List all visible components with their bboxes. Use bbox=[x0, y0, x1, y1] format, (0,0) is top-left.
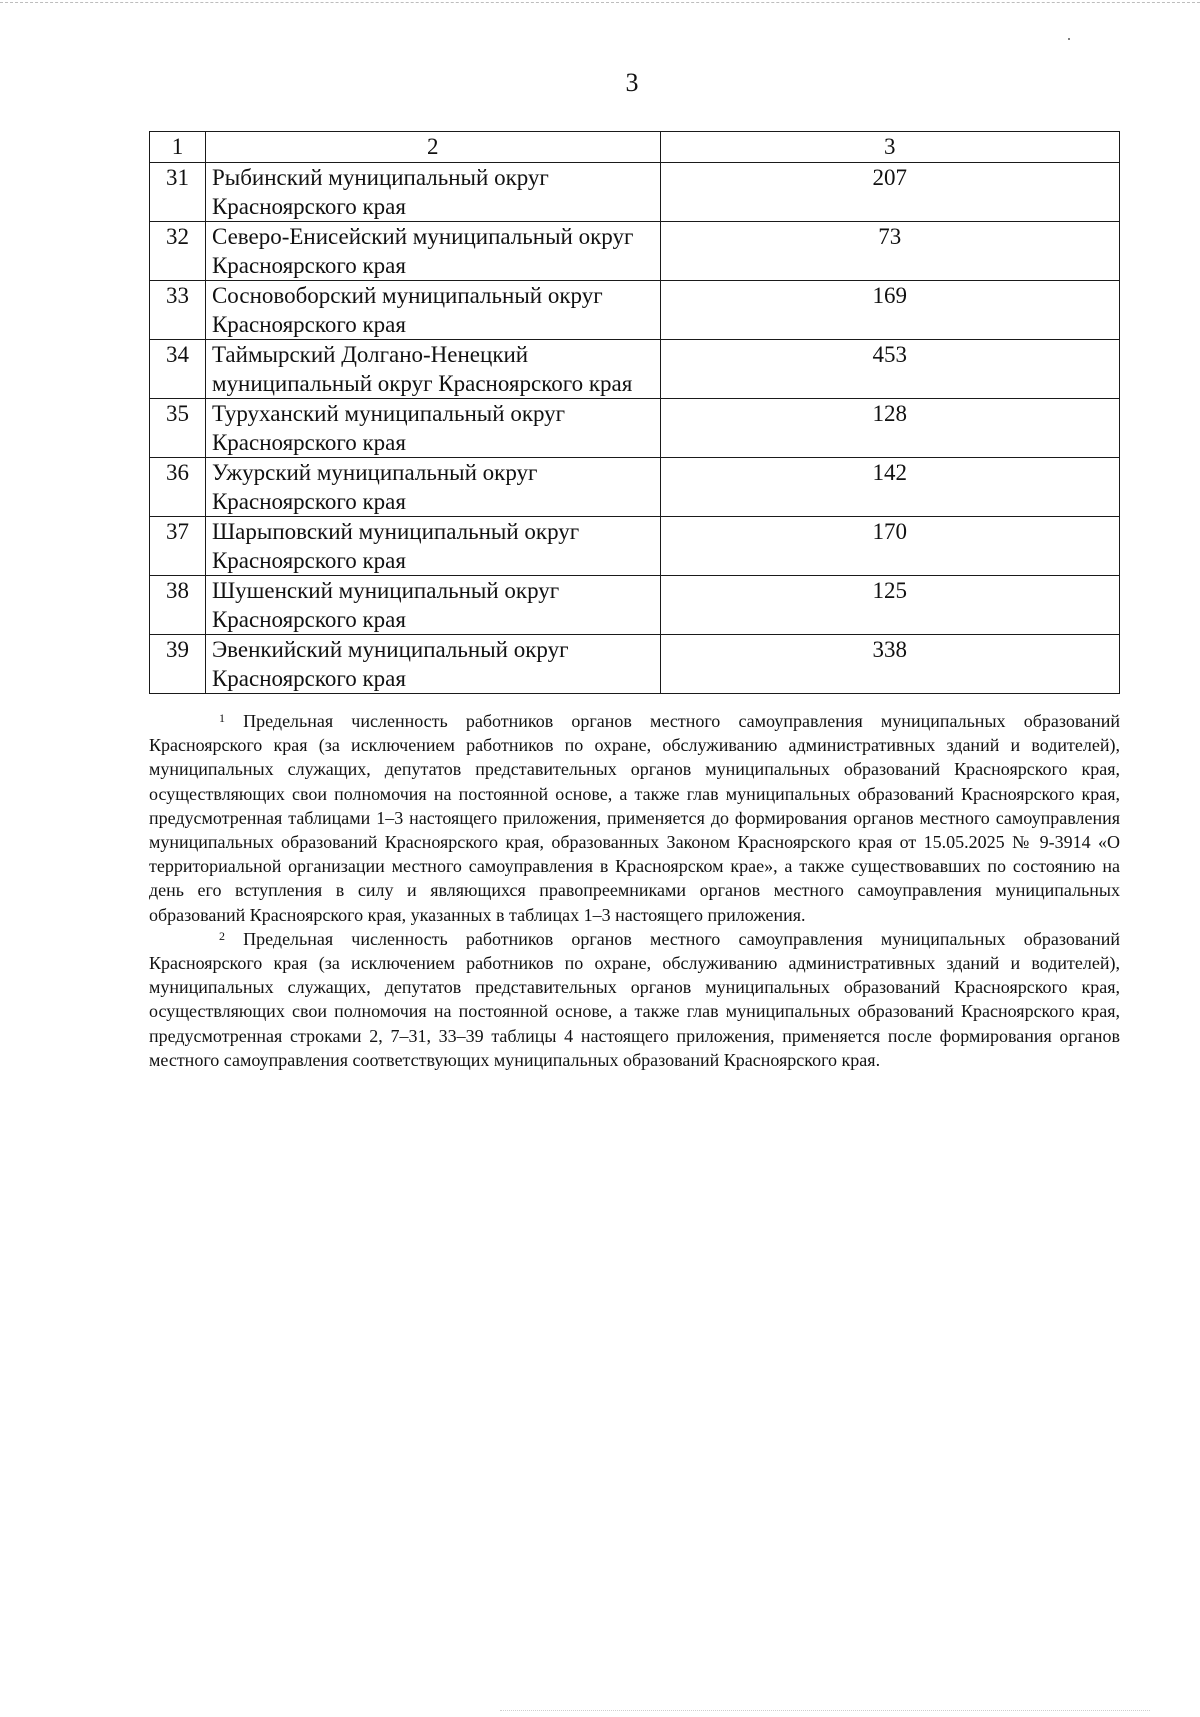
staff-limit-value: 170 bbox=[660, 517, 1119, 576]
page-number: 3 bbox=[625, 68, 639, 97]
staff-limit-value: 125 bbox=[660, 576, 1119, 635]
footnote-marker: 1 bbox=[219, 711, 225, 725]
municipality-name: Сосновоборский муниципальный округ Красноярского края bbox=[205, 281, 660, 340]
table-row bbox=[150, 399, 1120, 458]
staff-limit-value: 142 bbox=[660, 458, 1119, 517]
scan-bottom-edge bbox=[500, 1710, 1150, 1713]
municipality-name: Шушенский муниципальный округ Красноярского края bbox=[205, 576, 660, 635]
municipality-name: Рыбинский муниципальный округ Красноярского края bbox=[205, 163, 660, 222]
column-header-2: 2 bbox=[205, 132, 660, 163]
row-number: 35 bbox=[150, 399, 206, 458]
municipality-name: Туруханский муниципальный округ Красноярского края bbox=[205, 399, 660, 458]
scan-speck bbox=[1068, 38, 1070, 40]
staff-limit-value: 73 bbox=[660, 222, 1119, 281]
footnote-marker: 2 bbox=[219, 928, 225, 943]
row-number: 37 bbox=[150, 517, 206, 576]
scan-top-edge bbox=[0, 2, 1200, 3]
row-number: 36 bbox=[150, 458, 206, 517]
table-row bbox=[150, 222, 1120, 281]
footnotes bbox=[149, 709, 1120, 1072]
footnote-text: Предельная численность работников органов местного самоуправления муниципальных образований Красноярского края (за исключением работников по охране, обслуживанию административных зданий и водителей), муниципальных служащих, депутатов представительных органов муниципальных образований Красноярского края, осуществляющих свои полномочия на постоянной основе, а также глав муниципальных образований Красноярского края, предусмотренная таблицами 1–3 настоящего приложения, применяется до формирования органов местного самоуправления муниципальных образований Красноярского края, образованных Законом Красноярского края от 15.05.2025 № 9-3914 «О территориальной организации местного самоуправления в Красноярском крае», а также существовавших по состоянию на день его вступления в силу и являющихся правопреемниками органов местного самоуправления муниципальных образований Красноярского края, указанных в таблицах 1–3 настоящего приложения. bbox=[149, 711, 1120, 925]
row-number: 32 bbox=[150, 222, 206, 281]
row-number: 38 bbox=[150, 576, 206, 635]
table-row bbox=[150, 635, 1120, 694]
table-row bbox=[150, 458, 1120, 517]
row-number: 31 bbox=[150, 163, 206, 222]
table-row bbox=[150, 576, 1120, 635]
column-header-1: 1 bbox=[150, 132, 206, 163]
footnote-1 bbox=[149, 709, 1120, 927]
staff-limit-value: 207 bbox=[660, 163, 1119, 222]
footnote-text: Предельная численность работников органов местного самоуправления муниципальных образований Красноярского края (за исключением работников по охране, обслуживанию административных зданий и водителей), муниципальных служащих, депутатов представительных органов муниципальных образований Красноярского края, осуществляющих свои полномочия на постоянной основе, а также глав муниципальных образований Красноярского края, предусмотренная строками 2, 7–31, 33–39 таблицы 4 настоящего приложения, применяется после формирования органов местного самоуправления соответствующих муниципальных образований Красноярского края. bbox=[149, 928, 1120, 1070]
column-header-3: 3 bbox=[660, 132, 1119, 163]
table-row bbox=[150, 517, 1120, 576]
row-number: 33 bbox=[150, 281, 206, 340]
row-number: 39 bbox=[150, 635, 206, 694]
staff-limit-value: 128 bbox=[660, 399, 1119, 458]
limits-table bbox=[149, 131, 1120, 694]
row-number: 34 bbox=[150, 340, 206, 399]
municipality-name: Эвенкийский муниципальный округ Красноярского края bbox=[205, 635, 660, 694]
staff-limit-value: 453 bbox=[660, 340, 1119, 399]
municipality-name: Таймырский Долгано-Ненецкий муниципальный округ Красноярского края bbox=[205, 340, 660, 399]
table-row bbox=[150, 281, 1120, 340]
footnote-2 bbox=[149, 927, 1120, 1072]
municipality-name: Северо-Енисейский муниципальный округ Красноярского края bbox=[205, 222, 660, 281]
table-row bbox=[150, 340, 1120, 399]
table-header-row bbox=[150, 132, 1120, 163]
municipality-name: Ужурский муниципальный округ Красноярского края bbox=[205, 458, 660, 517]
table-row bbox=[150, 163, 1120, 222]
staff-limit-value: 169 bbox=[660, 281, 1119, 340]
staff-limit-value: 338 bbox=[660, 635, 1119, 694]
municipality-name: Шарыповский муниципальный округ Красноярского края bbox=[205, 517, 660, 576]
